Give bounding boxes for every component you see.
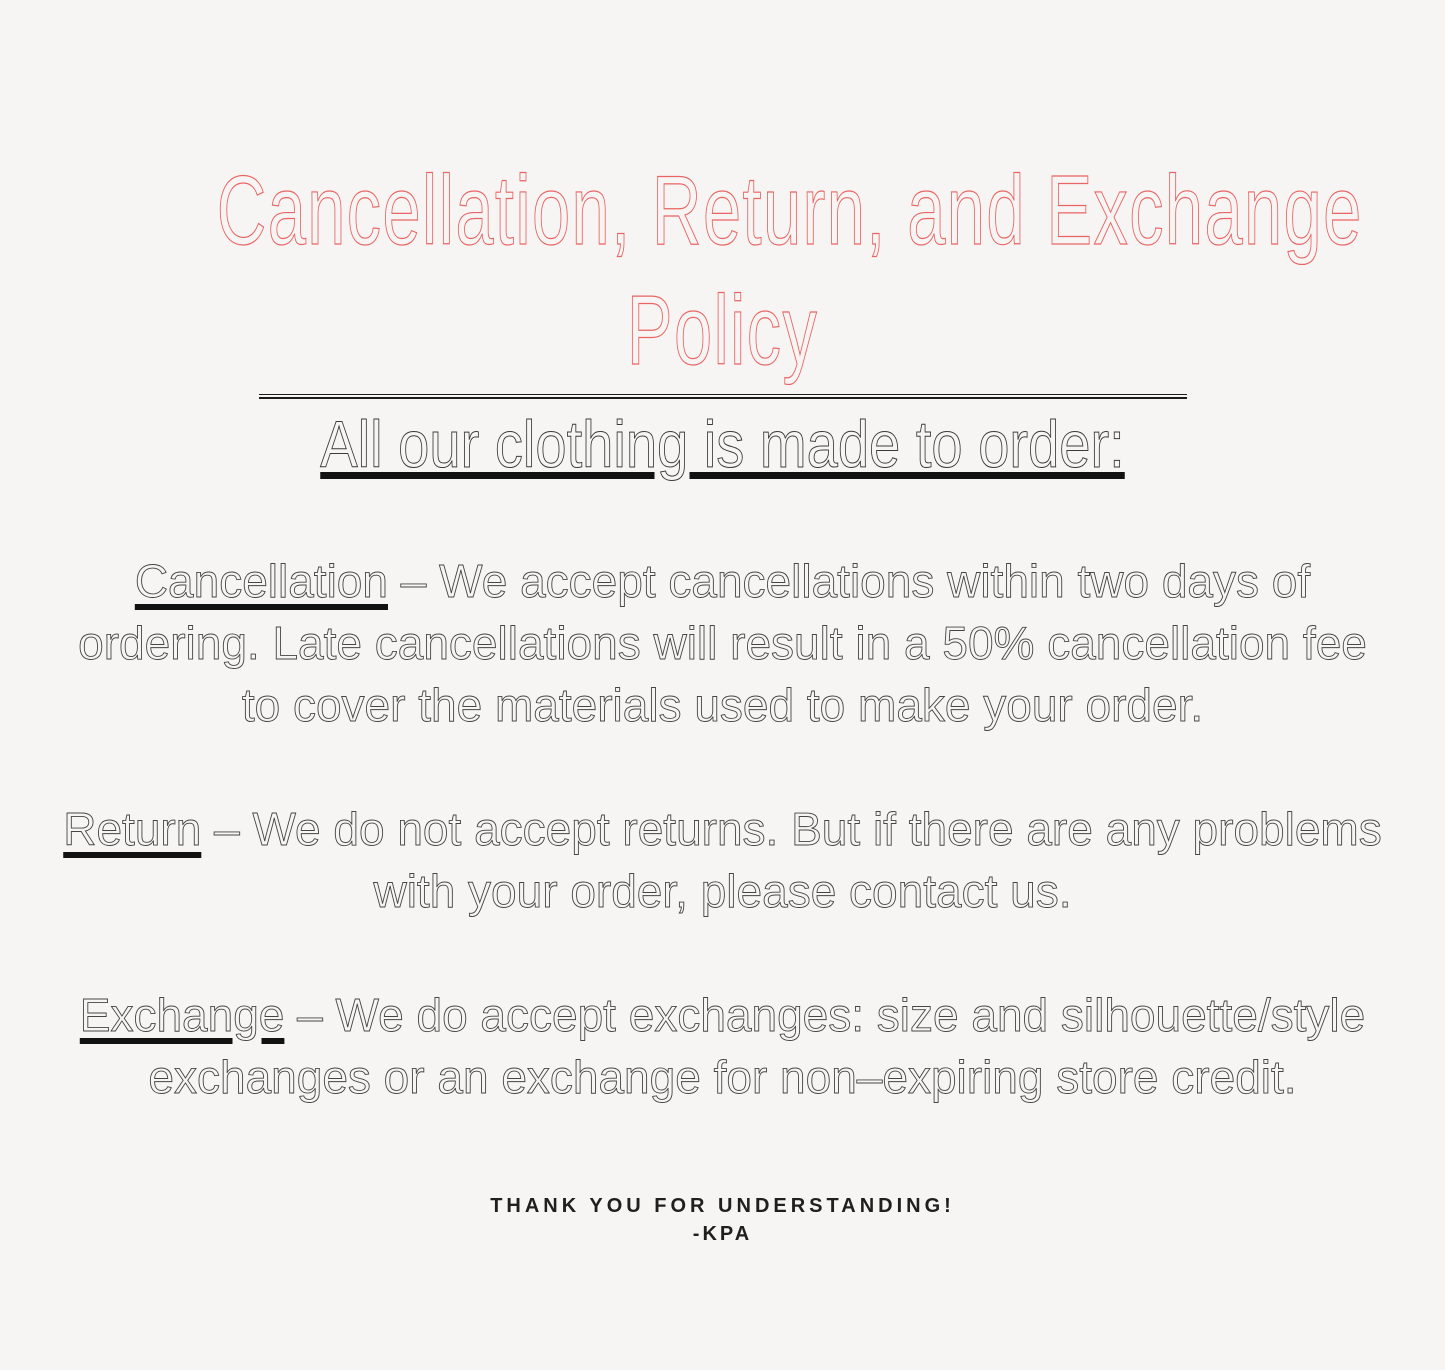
policy-exchange-line-1 [0,984,1445,1046]
policy-return-text: – We do not accept returns. But if there are any problems [201,803,1382,855]
policy-return [0,798,1445,922]
policy-cancellation [0,550,1445,736]
page-title-line-2: Policy [626,275,819,385]
policy-cancellation-line-3: to cover the materials used to make your order. [241,679,1204,731]
subtitle [108,404,1336,484]
policy-return-line-2: with your order, please contact us. [373,865,1072,917]
title-divider-line [259,394,1187,399]
policy-exchange-text: – We do accept exchanges: size and silhouette/style [284,989,1366,1041]
policy-return-term: Return [63,803,202,855]
policy-cancellation-line-2: ordering. Late cancellations will result in a 50% cancellation fee [78,617,1367,669]
footer-thank-you-text: THANK YOU FOR UNDERSTANDING! [490,1195,955,1217]
page-title [0,150,1445,390]
policy-exchange-line-2: exchanges or an exchange for non–expiring store credit. [148,1051,1297,1103]
policy-exchange-term: Exchange [79,989,285,1041]
page-title-line-1: Cancellation, Return, and Exchange [216,155,1363,265]
subtitle-text: All our clothing is made to order: [320,407,1125,481]
footer [0,1192,1445,1248]
policy-cancellation-line-1 [0,550,1445,612]
policy-return-line-1 [0,798,1445,860]
policy-cancellation-term: Cancellation [134,555,388,607]
policy-exchange [0,984,1445,1108]
policy-cancellation-text: – We accept cancellations within two days of [387,555,1311,607]
footer-signature: -KPA [692,1223,753,1245]
